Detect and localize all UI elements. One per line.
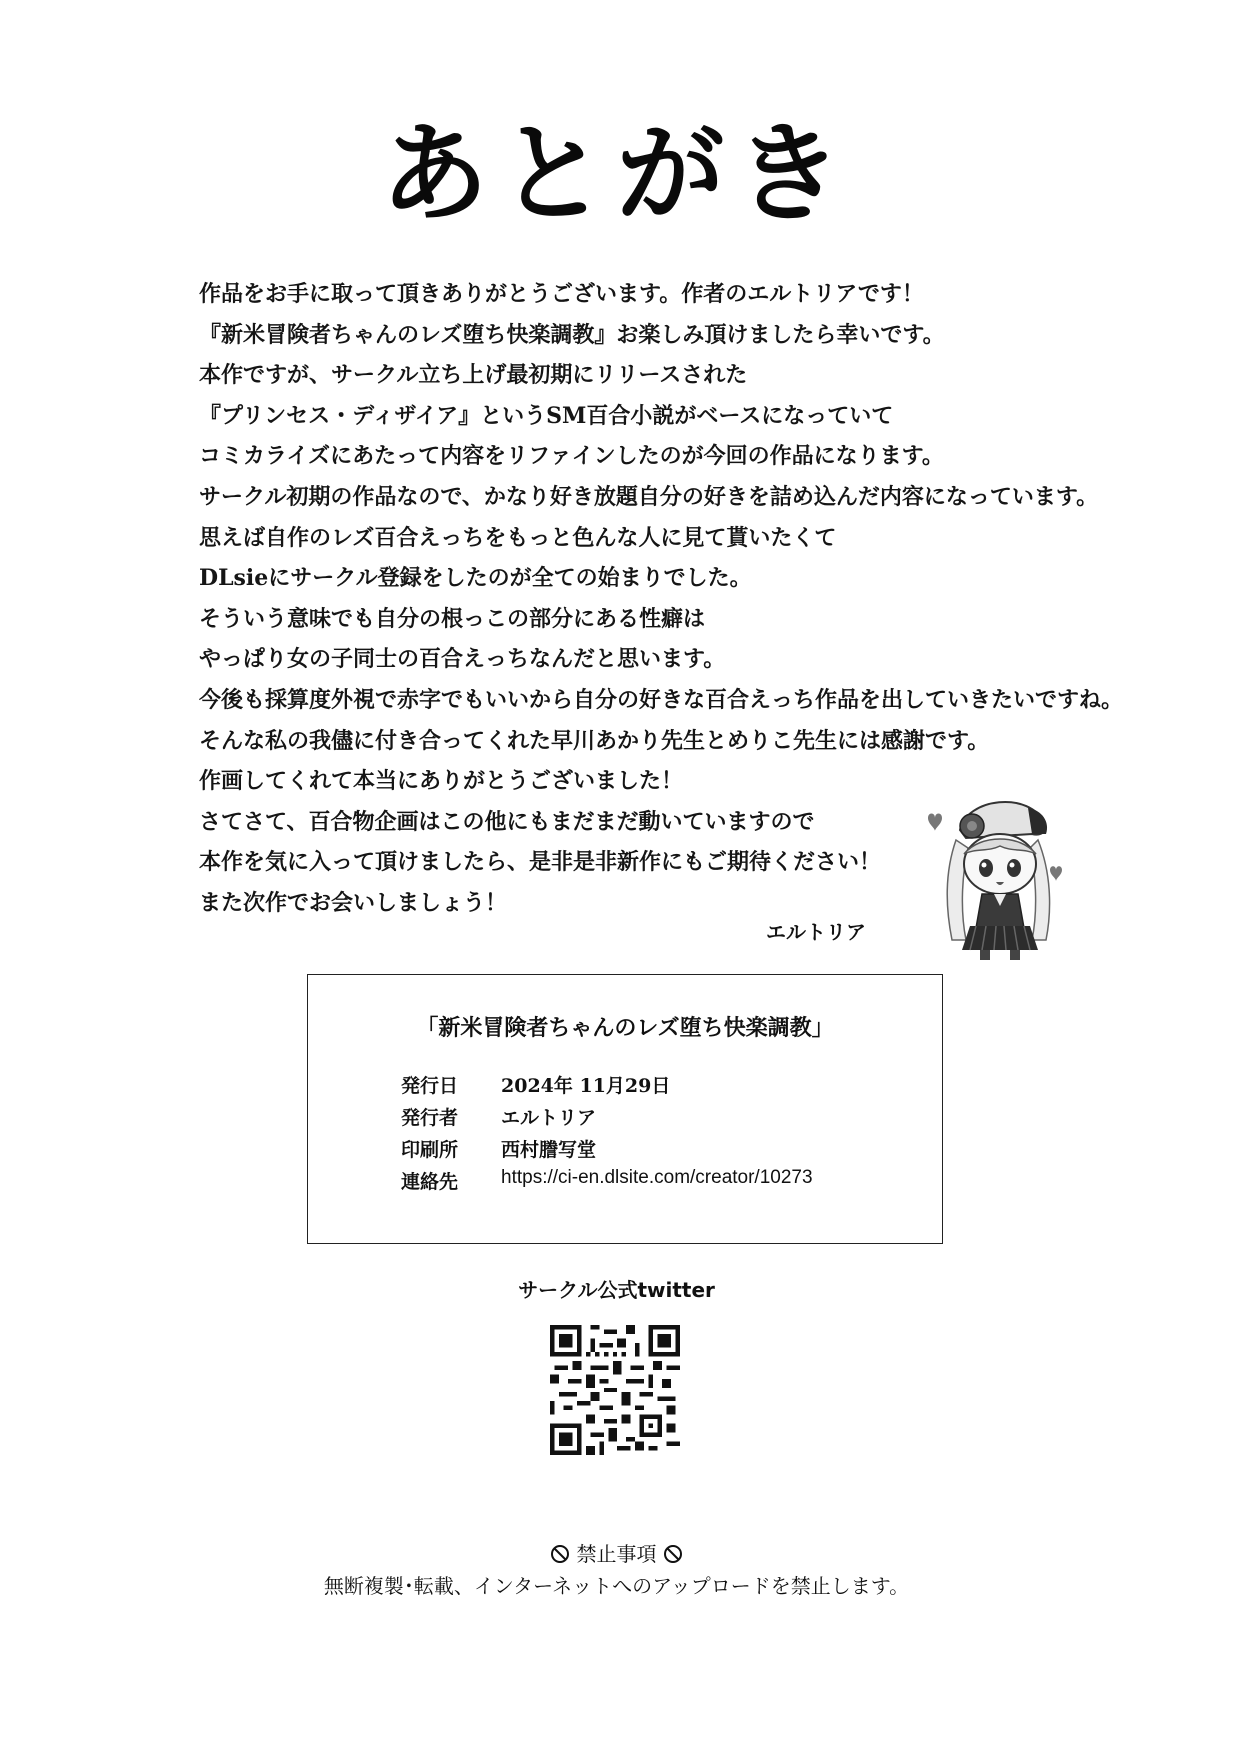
- paragraph-line: サークル初期の作品なので、かなり好き放題自分の好きを詰め込んだ内容になっています。: [199, 483, 1099, 510]
- paragraph-line: やっぱり女の子同士の百合えっちなんだと思います。: [199, 646, 726, 673]
- prohibited-icon: [663, 1544, 683, 1564]
- paragraph-line: さてさて、百合物企画はこの他にもまだまだ動いていますので: [199, 808, 815, 835]
- contact-url[interactable]: https://ci-en.dlsite.com/creator/10273: [501, 1167, 813, 1188]
- paragraph-line: また次作でお会いしましょう！: [199, 889, 508, 916]
- author-signature: エルトリア: [766, 920, 866, 944]
- colophon-label: 印刷所: [401, 1139, 459, 1161]
- prohibited-heading: [0, 1538, 1233, 1567]
- paragraph-line: そういう意味でも自分の根っこの部分にある性癖は: [199, 605, 706, 632]
- prohibited-icon: [550, 1544, 570, 1564]
- paragraph-line: 本作ですが、サークル立ち上げ最初期にリリースされた: [199, 362, 748, 389]
- paragraph-line: 『新米冒険者ちゃんのレズ堕ち快楽調教』お楽しみ頂けましたら幸いです。: [199, 321, 945, 348]
- colophon-title: 「新米冒険者ちゃんのレズ堕ち快楽調教」: [416, 1015, 834, 1041]
- paragraph-line: そんな私の我儘に付き合ってくれた早川あかり先生とめりこ先生には感謝です。: [199, 727, 990, 754]
- colophon-label: 発行者: [401, 1107, 459, 1129]
- paragraph-line: 作品をお手に取って頂きありがとうございます。作者のエルトリアです！: [199, 281, 924, 307]
- paragraph-line: 作画してくれて本当にありがとうございました！: [199, 768, 684, 795]
- colophon-label: 連絡先: [401, 1171, 459, 1193]
- colophon-label: 発行日: [401, 1075, 459, 1097]
- character-illustration: [920, 790, 1080, 962]
- paragraph-line: 思えば自作のレズ百合えっちをもっと色んな人に見て貰いたくて: [199, 524, 837, 551]
- paragraph-line: 『プリンセス・ディザイア』というSM百合小説がベースになっていて: [199, 402, 894, 429]
- colophon-value: 2024年 11月29日: [501, 1075, 671, 1097]
- paragraph-line: 本作を気に入って頂けましたら、是非是非新作にもご期待ください！: [199, 849, 882, 876]
- prohibited-text: 無断複製･転載、インターネットへのアップロードを禁止します。: [323, 1574, 910, 1598]
- paragraph-line: コミカライズにあたって内容をリファインしたのが今回の作品になります。: [199, 443, 944, 470]
- colophon-value: エルトリア: [501, 1108, 597, 1129]
- prohibited-heading-text: 禁止事項: [576, 1542, 657, 1566]
- paragraph-line: 今後も採算度外視で赤字でもいいから自分の好きな百合えっち作品を出していきたいですね。: [199, 686, 1124, 713]
- colophon-box: [307, 974, 943, 1244]
- colophon-value: 西村謄写堂: [501, 1140, 597, 1161]
- page-title: あとがき: [380, 111, 853, 237]
- paragraph-line: DLsieにサークル登録をしたのが全ての始まりでした。: [199, 565, 752, 592]
- twitter-label: サークル公式twitter: [518, 1278, 715, 1302]
- qr-code[interactable]: [550, 1325, 680, 1455]
